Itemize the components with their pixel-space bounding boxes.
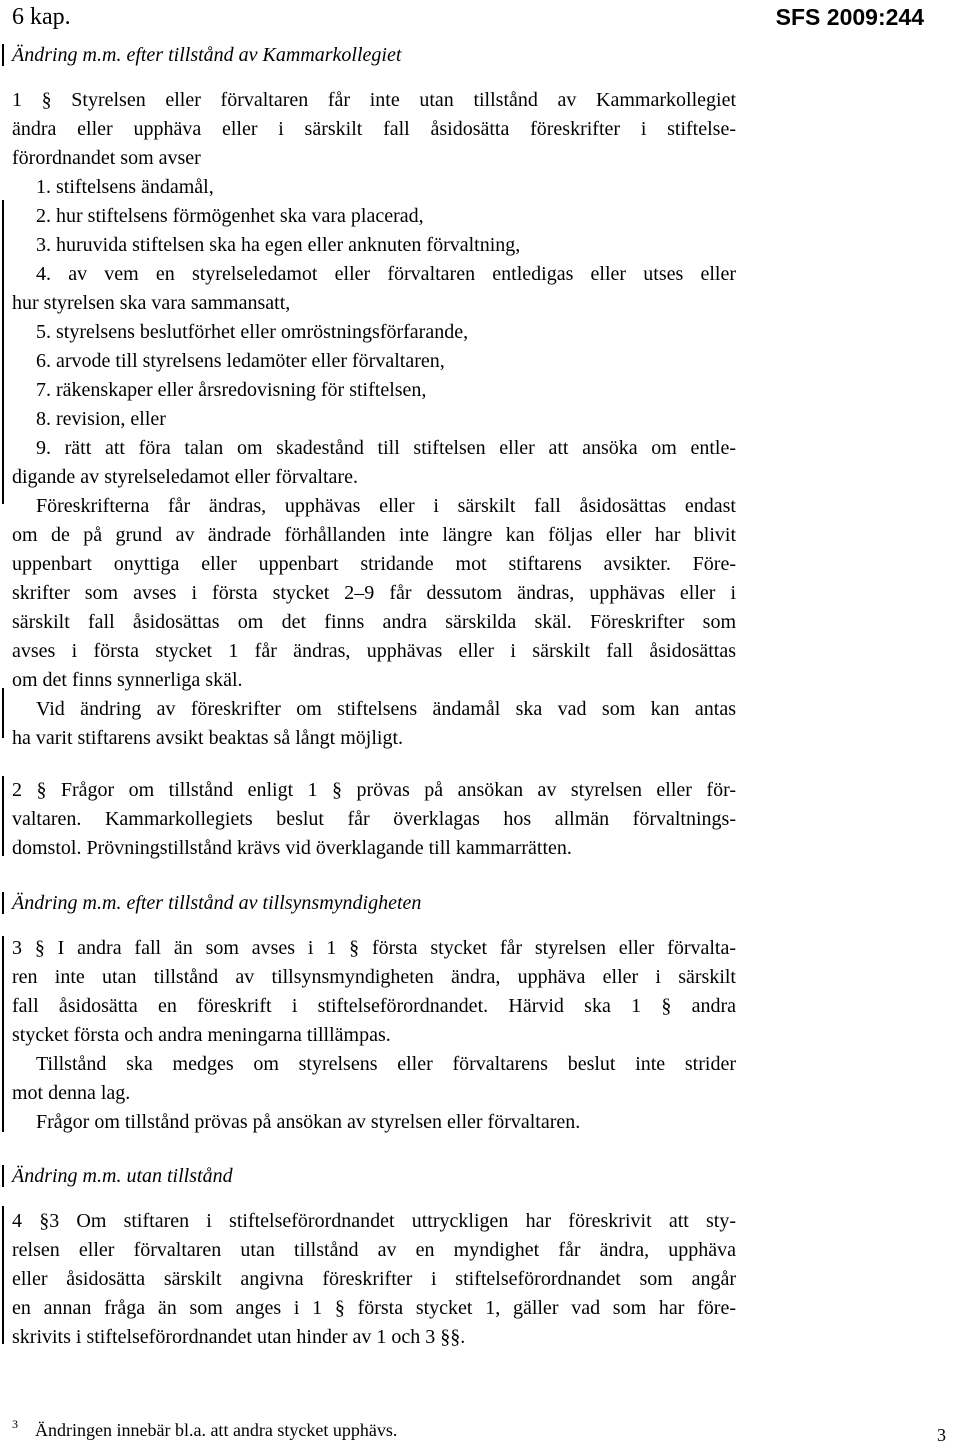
paragraph-line: Frågor om tillstånd prövas på ansökan av styrelsen eller förvaltaren. <box>36 1111 581 1133</box>
paragraph-line: om de på grund av ändrade förhållanden inte längre kan följas eller har blivit <box>12 524 736 546</box>
list-item: digande av styrelseledamot eller förvaltare. <box>12 466 358 488</box>
list-item: 3. huruvida stiftelsen ska ha egen eller anknuten förvaltning, <box>36 234 521 256</box>
list-item: 1. stiftelsens ändamål, <box>36 176 214 198</box>
list-item: 4. av vem en styrelseledamot eller förvaltaren entledigas eller utses eller <box>36 263 736 285</box>
section-block-1 <box>12 41 736 753</box>
paragraph-line: Föreskrifterna får ändras, upphävas eller i särskilt fall åsidosättas endast <box>36 495 736 517</box>
change-bar <box>2 688 4 738</box>
footnote <box>12 1418 397 1442</box>
paragraph-line: domstol. Prövningstillstånd krävs vid överklagande till kammarrätten. <box>12 837 572 859</box>
paragraph-line: 3 § I andra fall än som avses i 1 § första stycket får styrelsen eller förvalta- <box>12 937 736 959</box>
paragraph-line: 4 §3 Om stiftaren i stiftelseförordnandet uttryckligen har föreskrivit att sty- <box>12 1210 736 1232</box>
paragraph-line: stycket första och andra meningarna tilllämpas. <box>12 1024 391 1046</box>
change-bar <box>2 200 4 504</box>
footnote-text: Ändringen innebär bl.a. att andra stycket upphävs. <box>35 1420 398 1440</box>
footnote-marker: 3 <box>12 1417 18 1431</box>
paragraph-line: ändra eller upphäva eller i särskilt fall åsidosätta föreskrifter i stiftelse- <box>12 118 736 140</box>
paragraph-line: valtaren. Kammarkollegiets beslut får överklagas hos allmän förvaltnings- <box>12 808 736 830</box>
paragraph-line: fall åsidosätta en föreskrift i stiftelseförordnandet. Härvid ska 1 § andra <box>12 995 736 1017</box>
list-item: 7. räkenskaper eller årsredovisning för stiftelsen, <box>36 379 427 401</box>
list-item: hur styrelsen ska vara sammansatt, <box>12 292 291 314</box>
paragraph-line: ha varit stiftarens avsikt beaktas så långt möjligt. <box>12 727 404 749</box>
page-number: 3 <box>937 1425 946 1445</box>
paragraph-line: Tillstånd ska medges om styrelsens eller förvaltarens beslut inte strider <box>36 1053 736 1075</box>
paragraph-line: en annan fråga än som anges i 1 § första stycket 1, gäller vad som har före- <box>12 1297 736 1319</box>
list-item: 6. arvode till styrelsens ledamöter eller förvaltaren, <box>36 350 445 372</box>
change-bar <box>2 776 4 856</box>
list-item: 8. revision, eller <box>36 408 166 430</box>
section-heading: Ändring m.m. utan tillstånd <box>12 1165 233 1187</box>
change-bar <box>2 892 4 914</box>
change-bar <box>2 44 4 66</box>
paragraph-line: 2 § Frågor om tillstånd enligt 1 § prövas på ansökan av styrelsen eller för- <box>12 779 736 801</box>
section-heading: Ändring m.m. efter tillstånd av tillsynsmyndigheten <box>12 892 422 914</box>
paragraph-line: skrivits i stiftelseförordnandet utan hinder av 1 och 3 §§. <box>12 1326 466 1348</box>
paragraph-line: om det finns synnerliga skäl. <box>12 669 243 691</box>
chapter-header: 6 kap. <box>12 4 71 30</box>
section-block-4 <box>12 1162 736 1352</box>
list-item: 2. hur stiftelsens förmögenhet ska vara placerad, <box>36 205 424 227</box>
list-item: 5. styrelsens beslutförhet eller omröstningsförfarande, <box>36 321 469 343</box>
change-bar <box>2 936 4 1132</box>
paragraph-line: särskilt fall åsidosättas om det finns andra särskilda skäl. Föreskrifter som <box>12 611 736 633</box>
section-block-3 <box>12 889 736 1137</box>
list-item: 9. rätt att föra talan om skadestånd till stiftelsen eller att ansöka om entle- <box>36 437 736 459</box>
sfs-number: SFS 2009:244 <box>775 4 924 30</box>
paragraph-line: Vid ändring av föreskrifter om stiftelsens ändamål ska vad som kan antas <box>36 698 736 720</box>
section-heading: Ändring m.m. efter tillstånd av Kammarkollegiet <box>12 44 402 66</box>
paragraph-line: uppenbart onyttiga eller uppenbart stridande mot stiftarens avsikter. Före- <box>12 553 736 575</box>
section-block-2 <box>12 776 736 863</box>
paragraph-line: skrifter som avses i första stycket 2–9 får dessutom ändras, upphävas eller i <box>12 582 736 604</box>
paragraph-line: eller åsidosätta särskilt angivna föreskrifter i stiftelseförordnandet som angår <box>12 1268 736 1290</box>
paragraph-line: avses i första stycket 1 får ändras, upphävas eller i särskilt fall åsidosättas <box>12 640 736 662</box>
paragraph-line: mot denna lag. <box>12 1082 131 1104</box>
paragraph-line: relsen eller förvaltaren utan tillstånd av en myndighet får ändra, upphäva <box>12 1239 736 1261</box>
change-bar <box>2 1165 4 1187</box>
paragraph-line: ren inte utan tillstånd av tillsynsmyndigheten ändra, upphäva eller i särskilt <box>12 966 736 988</box>
paragraph-line: 1 § Styrelsen eller förvaltaren får inte utan tillstånd av Kammarkollegiet <box>12 89 736 111</box>
change-bar <box>2 1206 4 1344</box>
paragraph-line: förordnandet som avser <box>12 147 201 169</box>
